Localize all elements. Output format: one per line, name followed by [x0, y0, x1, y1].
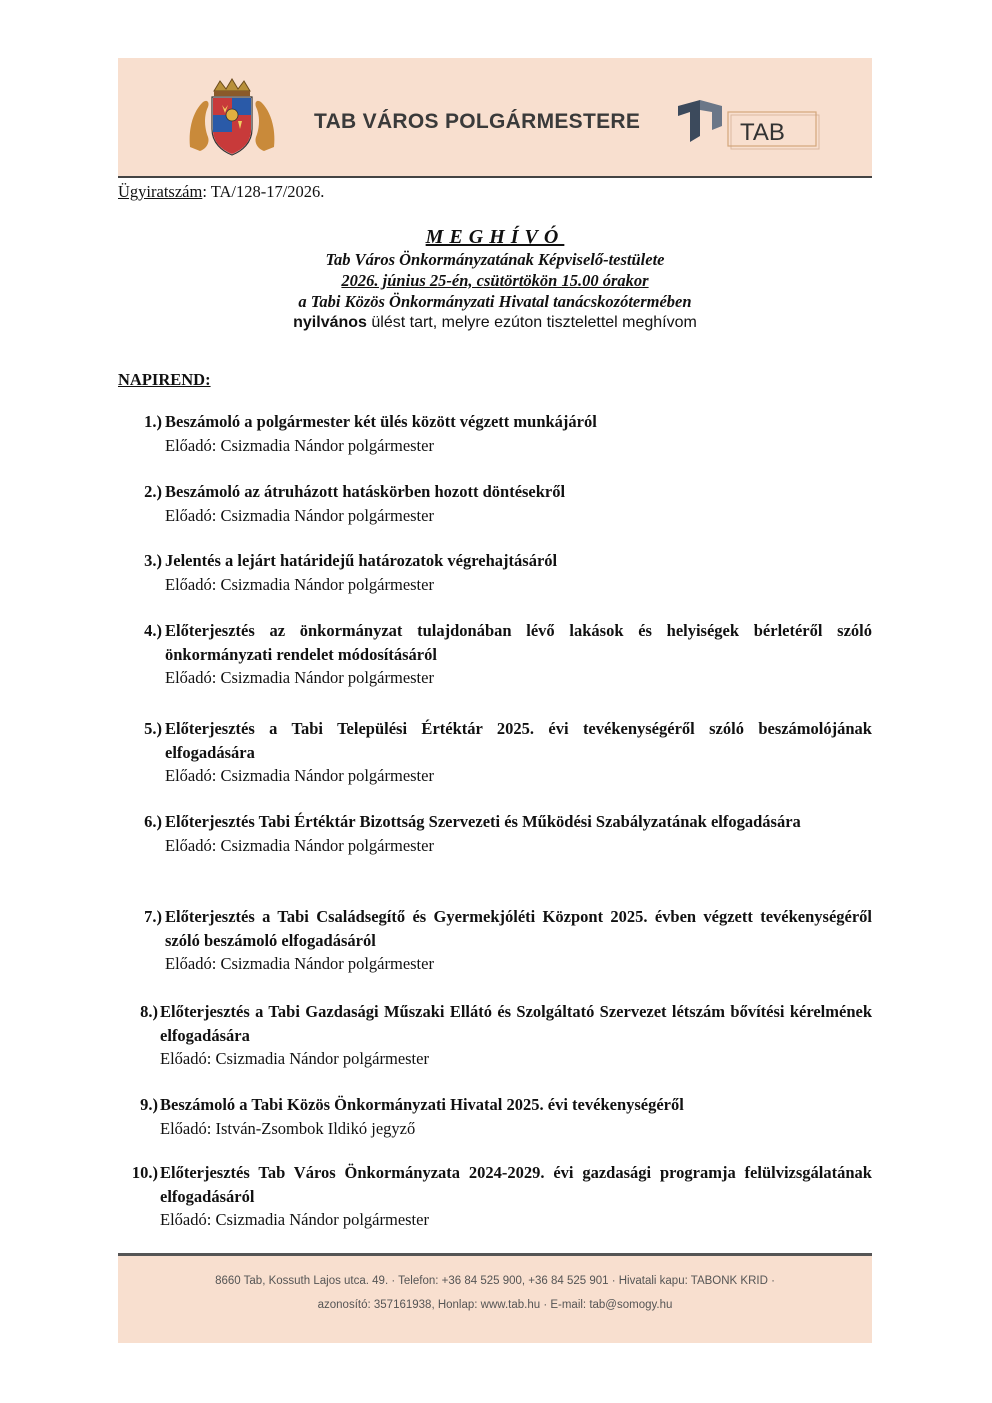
invitation-heading: MEGHÍVÓ — [425, 226, 565, 248]
agenda-item-number: 1.) — [144, 412, 162, 431]
agenda-item — [118, 905, 872, 976]
reference-value: : TA/128-17/2026. — [202, 182, 325, 201]
agenda-item-number: 7.) — [144, 907, 162, 926]
footer-band — [118, 1256, 872, 1343]
invitation-date-line: 2026. június 25-én, csütörtökön 15.00 órakor — [341, 271, 649, 290]
agenda-item-presenter: Előadó: Csizmadia Nándor polgármester — [165, 835, 434, 855]
agenda-item-title: Előterjesztés a Tabi Gazdasági Műszaki Ellátó és Szolgáltató Szervezet létszám bővítési kérelmének elfogadására — [160, 1002, 872, 1045]
agenda-item-presenter: Előadó: Csizmadia Nándor polgármester — [160, 1210, 429, 1229]
agenda-item — [118, 410, 872, 457]
agenda-item-title: Beszámoló az átruházott hatáskörben hozott döntésekről — [165, 482, 566, 501]
invitation-location-line: a Tabi Közös Önkormányzati Hivatal tanácskozótermében — [298, 292, 692, 311]
agenda-item-title: Jelentés a lejárt határidejű határozatok végrehajtásáról — [165, 551, 558, 570]
agenda-item-number: 10.) — [131, 1163, 158, 1182]
agenda-item — [118, 480, 872, 527]
agenda-item-presenter: Előadó: Csizmadia Nándor polgármester — [165, 954, 434, 973]
agenda-item-number: 8.) — [140, 1002, 158, 1021]
agenda-item — [118, 1161, 872, 1232]
tab-logo-text: TAB — [740, 119, 785, 146]
agenda-item-presenter: Előadó: Csizmadia Nándor polgármester — [165, 668, 434, 687]
letterhead-title: TAB VÁROS POLGÁRMESTERE — [314, 110, 641, 133]
coat-of-arms-icon — [186, 77, 278, 159]
agenda-item-presenter: Előadó: István-Zsombok Ildikó jegyző — [160, 1118, 416, 1138]
agenda-item-number: 6.) — [144, 812, 162, 831]
invitation-public-word: nyilvános — [293, 314, 367, 331]
agenda-item-title: Előterjesztés Tabi Értéktár Bizottság Szervezeti és Működési Szabályzatának elfogadására — [165, 812, 801, 831]
invitation-line-4-rest: ülést tart, melyre ezúton tisztelettel meghívom — [366, 314, 697, 331]
agenda-item-presenter: Előadó: Csizmadia Nándor polgármester — [165, 435, 434, 455]
invitation-block — [118, 226, 872, 333]
agenda-item-presenter: Előadó: Csizmadia Nándor polgármester — [165, 766, 434, 785]
agenda-item — [118, 1093, 872, 1140]
agenda-item — [118, 717, 872, 788]
agenda-item-title: Előterjesztés Tab Város Önkormányzata 2024-2029. évi gazdasági programja felülvizsgálatának elfogadásáról — [160, 1163, 872, 1206]
agenda-item-number: 3.) — [144, 551, 162, 570]
agenda-item-number: 9.) — [140, 1095, 158, 1114]
agenda-item-title: Előterjesztés a Tabi Települési Értéktár 2025. évi tevékenységéről szóló beszámolójának elfogadására — [165, 719, 872, 762]
footer-contact-line: azonosító: 357161938, Honlap: www.tab.hu · E-mail: tab@somogy.hu — [317, 1299, 673, 1311]
header-divider — [118, 176, 872, 178]
tab-logo-icon — [676, 98, 824, 150]
agenda-title: NAPIREND: — [118, 370, 211, 389]
agenda-item-number: 2.) — [144, 482, 162, 501]
agenda-item-title: Előterjesztés a Tabi Családsegítő és Gyermekjóléti Központ 2025. évben végzett tevékenységéről szóló beszámoló elfogadásáról — [165, 907, 872, 950]
agenda-item-number: 4.) — [144, 621, 162, 640]
agenda-item-title: Beszámoló a Tabi Közös Önkormányzati Hivatal 2025. évi tevékenységéről — [160, 1095, 684, 1114]
agenda-item — [118, 1000, 872, 1071]
agenda-item-number: 5.) — [144, 719, 162, 738]
invitation-line-1: Tab Város Önkormányzatának Képviselő-testülete — [325, 250, 665, 269]
footer-address-line: 8660 Tab, Kossuth Lajos utca. 49. · Telefon: +36 84 525 900, +36 84 525 901 · Hivatali kapu: TABONK KRID · — [215, 1275, 775, 1287]
agenda-item-title: Beszámoló a polgármester két ülés között végzett munkájáról — [165, 412, 597, 431]
reference-number — [118, 182, 324, 202]
agenda-item-title: Előterjesztés az önkormányzat tulajdonában lévő lakások és helyiségek bérletéről szóló önkormányzati rendelet módosításáról — [165, 621, 872, 664]
agenda-item-presenter: Előadó: Csizmadia Nándor polgármester — [160, 1049, 429, 1068]
agenda-item — [118, 549, 872, 596]
reference-label: Ügyiratszám — [118, 182, 203, 201]
agenda-item — [118, 810, 872, 857]
agenda-item — [118, 619, 872, 690]
invitation-line-4 — [118, 312, 872, 333]
agenda-item-presenter: Előadó: Csizmadia Nándor polgármester — [165, 574, 434, 594]
agenda-item-presenter: Előadó: Csizmadia Nándor polgármester — [165, 505, 434, 525]
